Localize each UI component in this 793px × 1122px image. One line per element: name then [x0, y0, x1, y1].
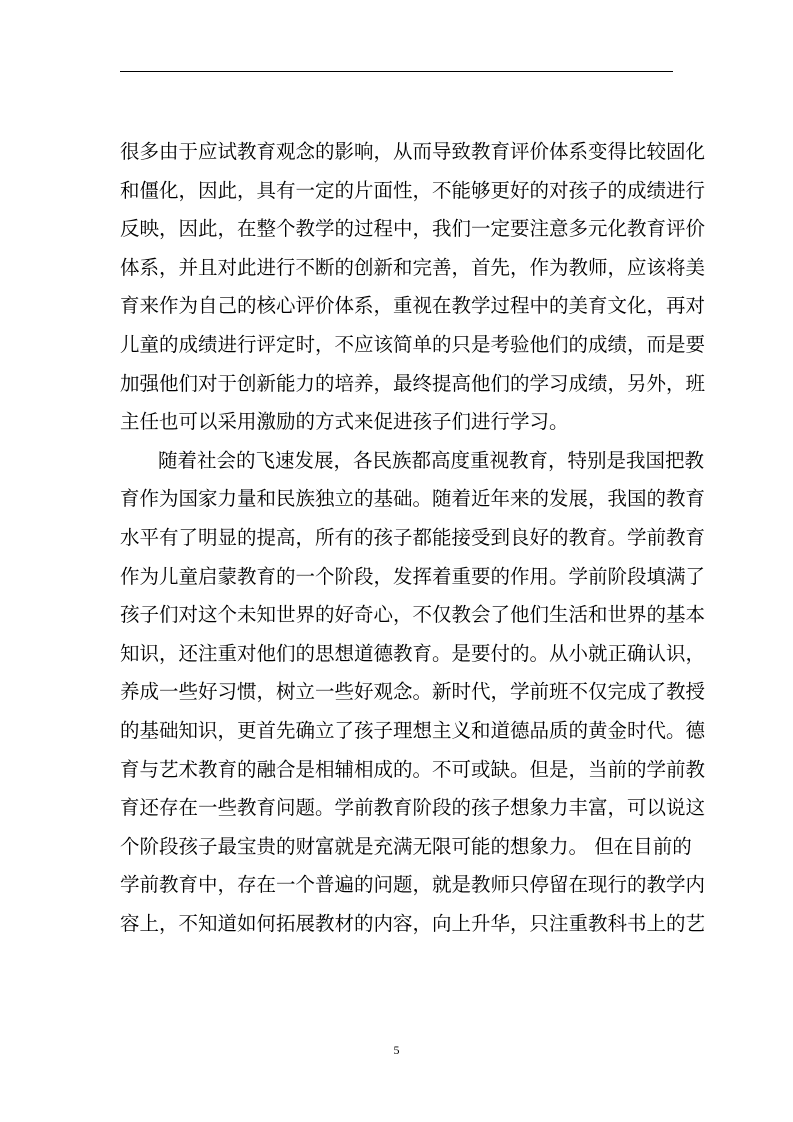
- text-line: 体系，并且对此进行不断的创新和完善，首先，作为教师，应该将美: [120, 255, 706, 279]
- text-line: 学前教育中，存在一个普遍的问题，就是教师只停留在现行的教学内: [120, 873, 706, 897]
- text-line: 育与艺术教育的融合是相辅相成的。不可或缺。但是，当前的学前教: [120, 757, 706, 781]
- text-line: 的基础知识，更首先确立了孩子理想主义和道德品质的黄金时代。德: [120, 718, 706, 742]
- text-line: 作为儿童启蒙教育的一个阶段，发挥着重要的作用。学前阶段填满了: [120, 564, 706, 588]
- text-line: 知识，还注重对他们的思想道德教育。是要付的。从小就正确认识，: [120, 641, 706, 665]
- text-line: 育还存在一些教育问题。学前教育阶段的孩子想象力丰富，可以说这: [120, 796, 706, 820]
- text-line: 主任也可以采用激励的方式来促进孩子们进行学习。: [120, 410, 569, 434]
- text-line: 个阶段孩子最宝贵的财富就是充满无限可能的想象力。 但在目前的: [120, 834, 692, 858]
- text-line: 和僵化，因此，具有一定的片面性，不能够更好的对孩子的成绩进行: [120, 178, 706, 202]
- text-line: 随着社会的飞速发展，各民族都高度重视教育，特别是我国把教: [158, 448, 705, 472]
- text-line: 反映，因此，在整个教学的过程中，我们一定要注意多元化教育评价: [120, 217, 706, 241]
- text-line: 儿童的成绩进行评定时，不应该简单的只是考验他们的成绩，而是要: [120, 332, 706, 356]
- text-line: 养成一些好习惯，树立一些好观念。新时代，学前班不仅完成了教授: [120, 680, 706, 704]
- header-rule: [120, 71, 673, 72]
- text-line: 容上，不知道如何拓展教材的内容，向上升华，只注重教科书上的艺: [120, 911, 706, 935]
- paragraph-2: [120, 442, 706, 944]
- paragraph-1: [120, 133, 706, 442]
- body-text: [120, 133, 706, 943]
- page-number: 5: [393, 1043, 400, 1057]
- text-line: 水平有了明显的提高，所有的孩子都能接受到良好的教育。学前教育: [120, 525, 706, 549]
- text-line: 育作为国家力量和民族独立的基础。随着近年来的发展，我国的教育: [120, 487, 706, 511]
- text-line: 加强他们对于创新能力的培养，最终提高他们的学习成绩，另外，班: [120, 371, 706, 395]
- text-line: 孩子们对这个未知世界的好奇心，不仅教会了他们生活和世界的基本: [120, 603, 706, 627]
- text-line: 很多由于应试教育观念的影响，从而导致教育评价体系变得比较固化: [120, 140, 706, 163]
- text-line: 育来作为自己的核心评价体系，重视在教学过程中的美育文化，再对: [120, 294, 706, 318]
